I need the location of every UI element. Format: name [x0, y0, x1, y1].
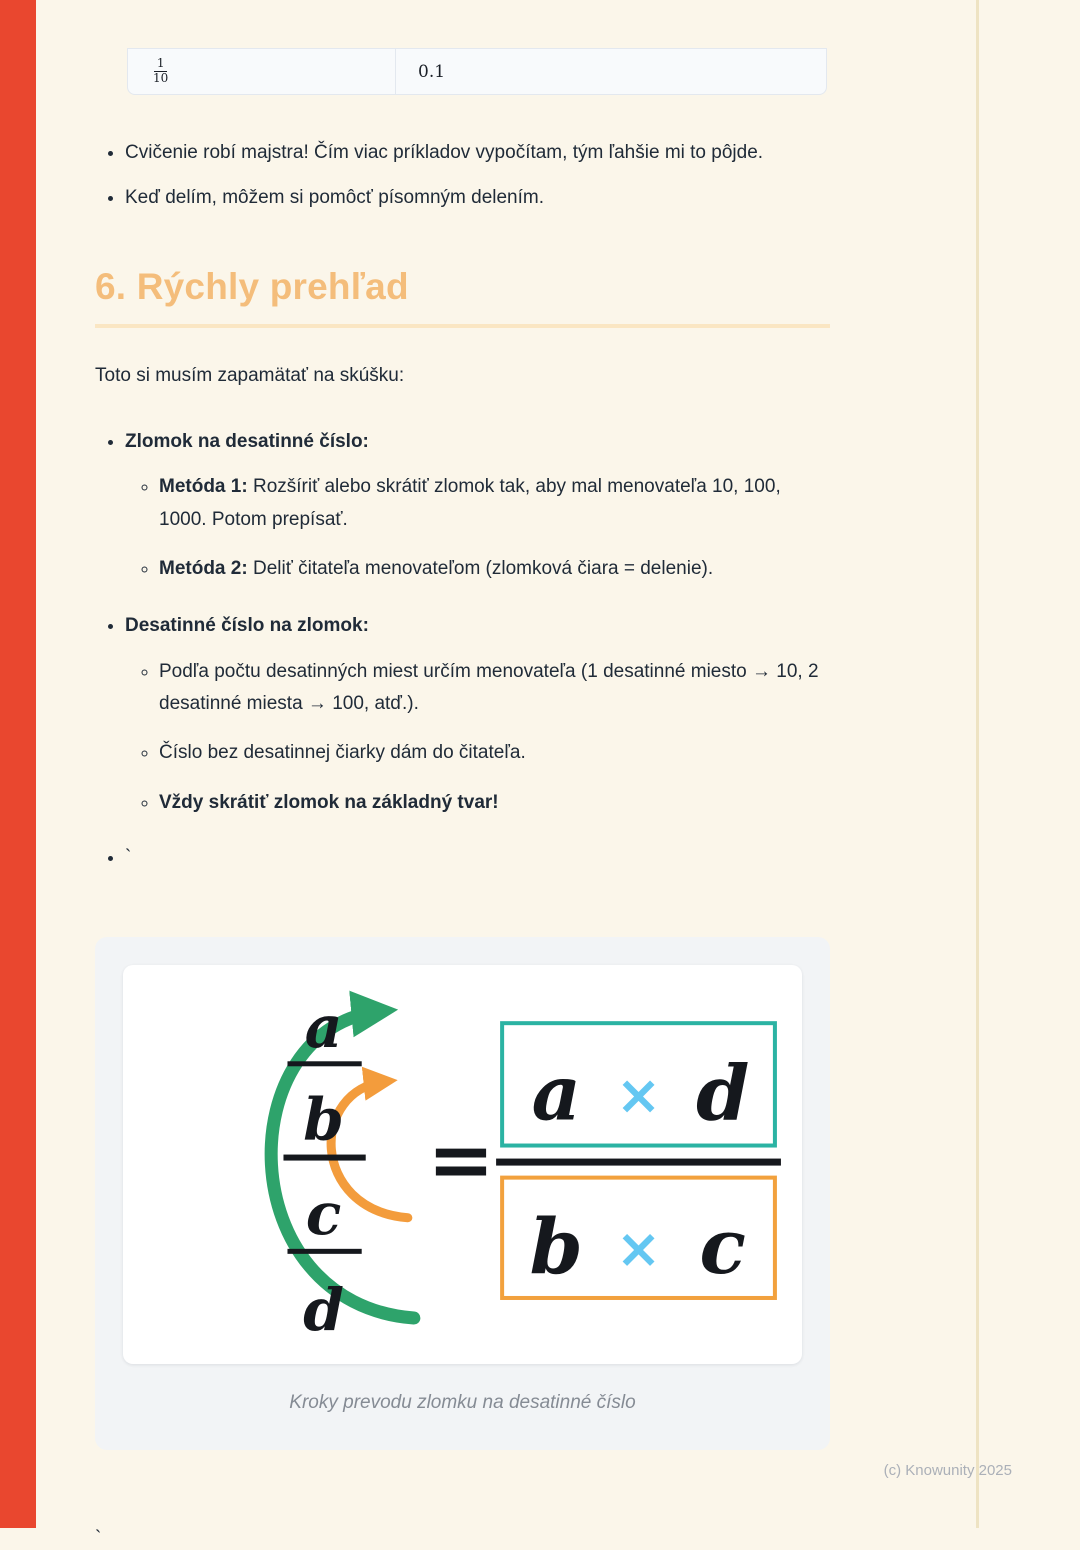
fraction-one-tenth: [150, 57, 171, 86]
figure-card: [95, 937, 830, 1450]
content-area: [95, 0, 830, 1550]
letter-a-result: a: [531, 1047, 581, 1138]
table-cell-fraction: [128, 49, 396, 94]
letter-c-result: c: [699, 1201, 746, 1292]
left-margin-stripe: [0, 0, 36, 1528]
item-bold: Metóda 1:: [159, 476, 248, 498]
figure-caption: Kroky prevodu zlomku na desatinné číslo: [289, 1392, 636, 1414]
section-heading: 6. Rýchly prehľad: [95, 266, 830, 328]
figure-image: [123, 965, 802, 1364]
summary-group: [125, 427, 830, 585]
note-text: Keď delím, môžem si pomôcť písomným delením.: [125, 187, 545, 209]
list-item: [159, 471, 830, 536]
item-text: Číslo bez desatinnej čiarky dám do čitateľa.: [159, 742, 526, 764]
letter-b: b: [303, 1084, 344, 1154]
stray-bullet-text: `: [125, 846, 132, 868]
list-item: [125, 182, 830, 213]
copyright-footer: (c) Knowunity 2025: [883, 1462, 1012, 1479]
summary-sublist: [125, 656, 830, 819]
fraction-bar-main: [283, 1155, 365, 1161]
list-item: [159, 737, 830, 769]
summary-group: [125, 611, 830, 819]
summary-list: [95, 427, 830, 873]
list-item: [159, 787, 830, 819]
times-icon: ×: [615, 1217, 662, 1281]
fraction-numerator: 1: [154, 57, 168, 72]
list-item: [125, 137, 830, 168]
stray-backtick: `: [95, 1528, 102, 1550]
summary-group-title: Desatinné číslo na zlomok:: [125, 615, 369, 637]
decimal-value: 0.1: [418, 61, 446, 82]
fraction-denominator: 10: [153, 71, 169, 85]
fraction-division-diagram: [123, 965, 802, 1364]
letter-d-result: d: [696, 1047, 750, 1138]
item-bold: Vždy skrátiť zlomok na základný tvar!: [159, 791, 499, 813]
green-outer-arrow: [271, 1011, 414, 1318]
times-icon: ×: [615, 1063, 662, 1127]
letter-c: c: [305, 1179, 342, 1249]
stray-bullet-item: [125, 843, 830, 873]
result-fraction-bar: [496, 1159, 781, 1166]
conversion-table-row: [127, 48, 827, 95]
list-item: [159, 656, 830, 721]
summary-group-title: Zlomok na desatinné číslo:: [125, 431, 369, 453]
summary-sublist: [125, 471, 830, 585]
letter-d: d: [303, 1275, 344, 1345]
intro-text: Toto si musím zapamätať na skúšku:: [95, 364, 405, 386]
equals-sign: =: [427, 1112, 495, 1207]
letter-b-result: b: [529, 1201, 583, 1292]
note-text: Cvičenie robí majstra! Čím viac príkladov vypočítam, tým ľahšie mi to pôjde.: [125, 142, 764, 163]
letter-a: a: [304, 992, 343, 1062]
notes-list: [95, 137, 830, 214]
item-text: Podľa počtu desatinných miest určím menovateľa (1 desatinné miesto → 10, 2 desatinné miesta → 100, atď.).: [159, 660, 819, 714]
item-text: Rozšíriť alebo skrátiť zlomok tak, aby mal menovateľa 10, 100, 1000. Potom prepísať.: [159, 476, 781, 530]
item-text: Deliť čitateľa menovateľom (zlomková čiara = delenie).: [247, 558, 714, 580]
fraction-bar: [287, 1062, 361, 1067]
right-margin-line: [976, 0, 979, 1528]
item-bold: Metóda 2:: [159, 558, 248, 580]
table-cell-decimal: [396, 49, 826, 94]
list-item: [159, 553, 830, 585]
fraction-bar: [287, 1249, 361, 1254]
